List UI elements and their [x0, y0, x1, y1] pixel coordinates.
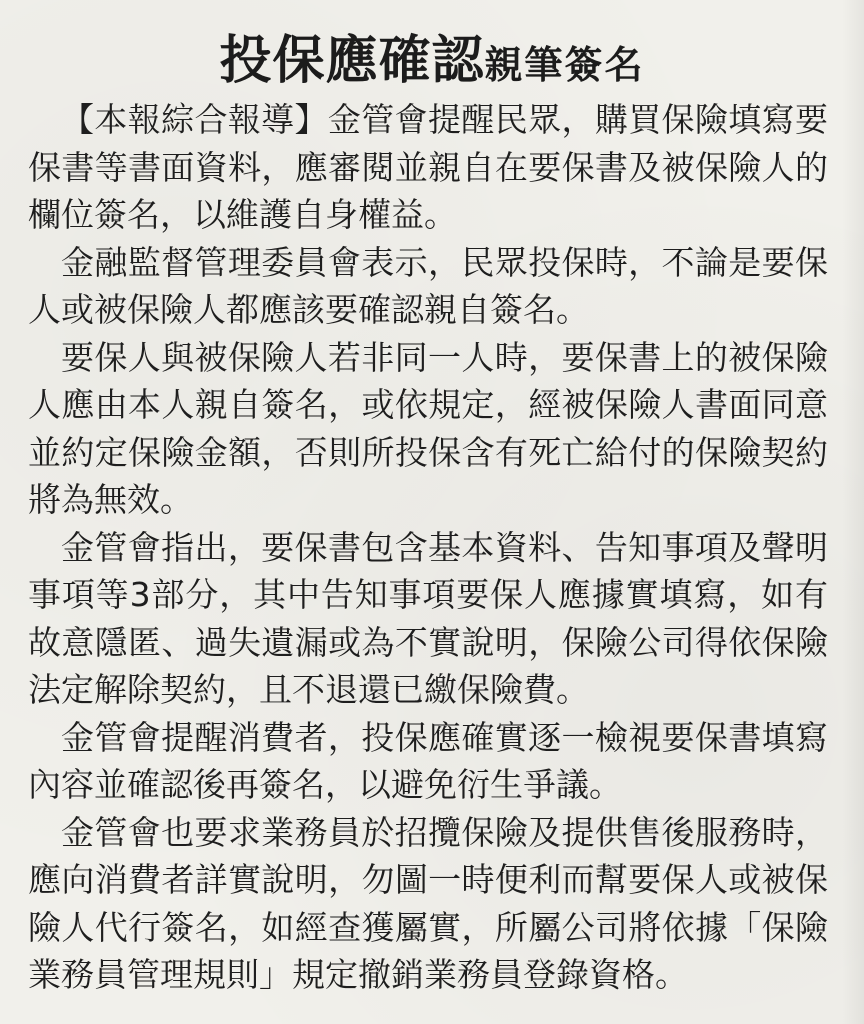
article-paragraph: 金管會指出，要保書包含基本資料、告知事項及聲明事項等3部分，其中告知事項要保人應據實填寫，如有故意隱匿、過失遺漏或為不實說明，保險公司得依保險法定解除契約，且不退還已繳保險費。 — [28, 527, 828, 709]
article-body — [28, 96, 828, 999]
article-paragraph: 金管會也要求業務員於招攬保險及提供售後服務時，應向消費者詳實說明，勿圖一時便利而幫要保人或被保險人代行簽名，如經查獲屬實，所屬公司將依據「保險業務員管理規則」規定撤銷業務員登錄資格。 — [28, 812, 828, 994]
adjacent-column-edge — [842, 0, 864, 1024]
headline-sub: 親筆簽名 — [484, 43, 645, 87]
article-paragraph — [28, 96, 828, 239]
article-paragraph: 要保人與被保險人若非同一人時，要保書上的被保險人應由本人親自簽名，或依規定，經被保險人書面同意並約定保險金額，否則所投保含有死亡給付的保險契約將為無效。 — [28, 337, 828, 519]
article-paragraph: 金融監督管理委員會表示，民眾投保時，不論是要保人或被保險人都應該要確認親自簽名。 — [28, 242, 828, 329]
headline — [0, 18, 864, 93]
headline-main: 投保應確認 — [219, 31, 485, 91]
article-paragraph: 金管會提醒消費者，投保應確實逐一檢視要保書填寫內容並確認後再簽名，以避免衍生爭議。 — [28, 717, 828, 804]
paragraph-text: 金管會提醒民眾，購買保險填寫要保書等書面資料，應審閱並親自在要保書及被保險人的欄位簽名，以維護自身權益。 — [28, 100, 829, 234]
dateline: 【本報綜合報導】 — [61, 100, 328, 139]
